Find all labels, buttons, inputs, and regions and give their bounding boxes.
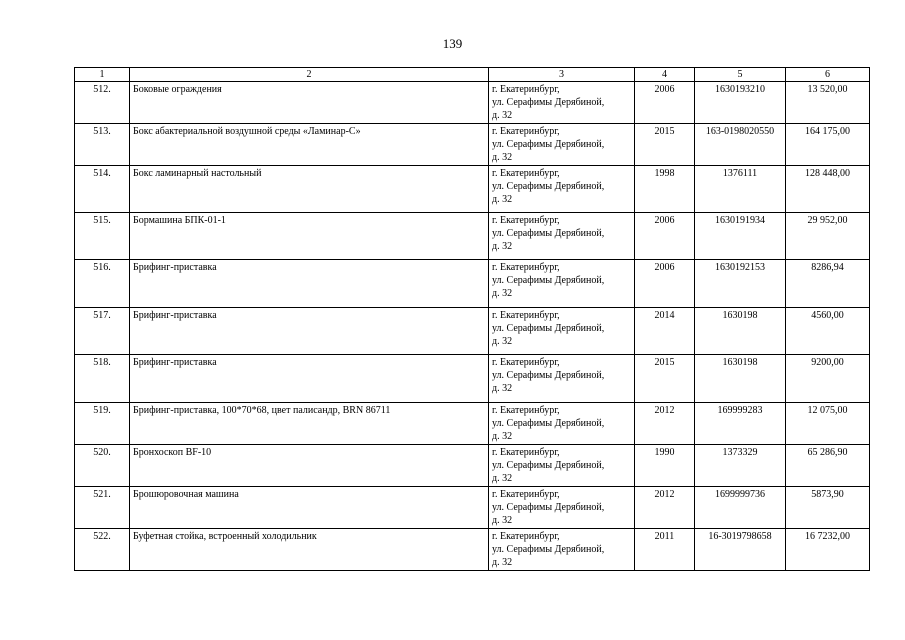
item-address [489, 308, 635, 355]
address-line: ул. Серафимы Дерябиной, [492, 181, 605, 192]
address-line: д. 32 [492, 241, 513, 252]
table-row [75, 166, 870, 213]
address-line: д. 32 [492, 194, 513, 205]
address-line: ул. Серафимы Дерябиной, [492, 502, 605, 513]
item-inventory-number: 1630191934 [695, 213, 786, 260]
item-address [489, 355, 635, 403]
item-year: 2015 [635, 355, 695, 403]
address-line: г. Екатеринбург, [492, 489, 560, 500]
address-line: д. 32 [492, 110, 513, 121]
row-number: 514. [75, 166, 130, 213]
item-cost: 29 952,00 [786, 213, 870, 260]
item-name: Бокс абактериальной воздушной среды «Ламинар-С» [130, 124, 489, 166]
item-year: 2012 [635, 403, 695, 445]
item-address [489, 260, 635, 308]
address-line: д. 32 [492, 515, 513, 526]
item-inventory-number: 1630192153 [695, 260, 786, 308]
item-year: 2011 [635, 529, 695, 571]
address-line: ул. Серафимы Дерябиной, [492, 370, 605, 381]
item-cost: 9200,00 [786, 355, 870, 403]
item-inventory-number: 163-0198020550 [695, 124, 786, 166]
table-row [75, 445, 870, 487]
item-address [489, 487, 635, 529]
address-line: ул. Серафимы Дерябиной, [492, 275, 605, 286]
item-year: 2006 [635, 260, 695, 308]
item-address [489, 124, 635, 166]
row-number: 515. [75, 213, 130, 260]
address-line: г. Екатеринбург, [492, 84, 560, 95]
item-name: Боковые ограждения [130, 82, 489, 124]
item-address [489, 445, 635, 487]
address-line: д. 32 [492, 336, 513, 347]
address-line: д. 32 [492, 288, 513, 299]
column-header: 2 [130, 68, 489, 82]
item-year: 2006 [635, 213, 695, 260]
item-name: Брифинг-приставка, 100*70*68, цвет палисандр, BRN 86711 [130, 403, 489, 445]
address-line: ул. Серафимы Дерябиной, [492, 228, 605, 239]
column-header: 1 [75, 68, 130, 82]
address-line: д. 32 [492, 383, 513, 394]
row-number: 517. [75, 308, 130, 355]
table-row [75, 82, 870, 124]
column-header: 3 [489, 68, 635, 82]
item-address [489, 213, 635, 260]
item-cost: 8286,94 [786, 260, 870, 308]
item-cost: 12 075,00 [786, 403, 870, 445]
address-line: ул. Серафимы Дерябиной, [492, 544, 605, 555]
address-line: г. Екатеринбург, [492, 447, 560, 458]
property-table [74, 67, 870, 571]
row-number: 513. [75, 124, 130, 166]
item-name: Брифинг-приставка [130, 260, 489, 308]
row-number: 519. [75, 403, 130, 445]
item-year: 2014 [635, 308, 695, 355]
item-address [489, 529, 635, 571]
table-row [75, 260, 870, 308]
address-line: д. 32 [492, 473, 513, 484]
address-line: г. Екатеринбург, [492, 168, 560, 179]
row-number: 512. [75, 82, 130, 124]
address-line: г. Екатеринбург, [492, 357, 560, 368]
item-cost: 4560,00 [786, 308, 870, 355]
table-row [75, 529, 870, 571]
item-address [489, 82, 635, 124]
table-row [75, 403, 870, 445]
row-number: 518. [75, 355, 130, 403]
address-line: ул. Серафимы Дерябиной, [492, 323, 605, 334]
table-row [75, 487, 870, 529]
address-line: г. Екатеринбург, [492, 262, 560, 273]
item-cost: 164 175,00 [786, 124, 870, 166]
item-name: Брошюровочная машина [130, 487, 489, 529]
item-cost: 13 520,00 [786, 82, 870, 124]
column-header: 6 [786, 68, 870, 82]
item-year: 2006 [635, 82, 695, 124]
address-line: г. Екатеринбург, [492, 310, 560, 321]
item-cost: 128 448,00 [786, 166, 870, 213]
table-row [75, 124, 870, 166]
row-number: 522. [75, 529, 130, 571]
item-address [489, 166, 635, 213]
item-cost: 5873,90 [786, 487, 870, 529]
item-name: Брифинг-приставка [130, 308, 489, 355]
item-inventory-number: 1699999736 [695, 487, 786, 529]
item-inventory-number: 1630198 [695, 308, 786, 355]
address-line: д. 32 [492, 557, 513, 568]
page-number: 139 [442, 36, 463, 51]
table-header-row [75, 68, 870, 82]
item-inventory-number: 1376111 [695, 166, 786, 213]
item-name: Бокс ламинарный настольный [130, 166, 489, 213]
row-number: 521. [75, 487, 130, 529]
item-year: 1998 [635, 166, 695, 213]
table-row [75, 308, 870, 355]
address-line: г. Екатеринбург, [492, 531, 560, 542]
row-number: 520. [75, 445, 130, 487]
item-inventory-number: 16-3019798658 [695, 529, 786, 571]
item-name: Брифинг-приставка [130, 355, 489, 403]
address-line: г. Екатеринбург, [492, 126, 560, 137]
column-header: 5 [695, 68, 786, 82]
address-line: ул. Серафимы Дерябиной, [492, 418, 605, 429]
table-row [75, 355, 870, 403]
address-line: г. Екатеринбург, [492, 215, 560, 226]
address-line: д. 32 [492, 431, 513, 442]
item-inventory-number: 1630198 [695, 355, 786, 403]
item-year: 2012 [635, 487, 695, 529]
address-line: ул. Серафимы Дерябиной, [492, 139, 605, 150]
item-inventory-number: 1373329 [695, 445, 786, 487]
item-cost: 16 7232,00 [786, 529, 870, 571]
row-number: 516. [75, 260, 130, 308]
item-inventory-number: 169999283 [695, 403, 786, 445]
item-name: Бронхоскоп BF-10 [130, 445, 489, 487]
item-year: 1990 [635, 445, 695, 487]
address-line: г. Екатеринбург, [492, 405, 560, 416]
address-line: ул. Серафимы Дерябиной, [492, 460, 605, 471]
item-cost: 65 286,90 [786, 445, 870, 487]
item-year: 2015 [635, 124, 695, 166]
item-name: Буфетная стойка, встроенный холодильник [130, 529, 489, 571]
address-line: д. 32 [492, 152, 513, 163]
address-line: ул. Серафимы Дерябиной, [492, 97, 605, 108]
table-row [75, 213, 870, 260]
item-name: Бормашина БПК-01-1 [130, 213, 489, 260]
item-inventory-number: 1630193210 [695, 82, 786, 124]
column-header: 4 [635, 68, 695, 82]
item-address [489, 403, 635, 445]
